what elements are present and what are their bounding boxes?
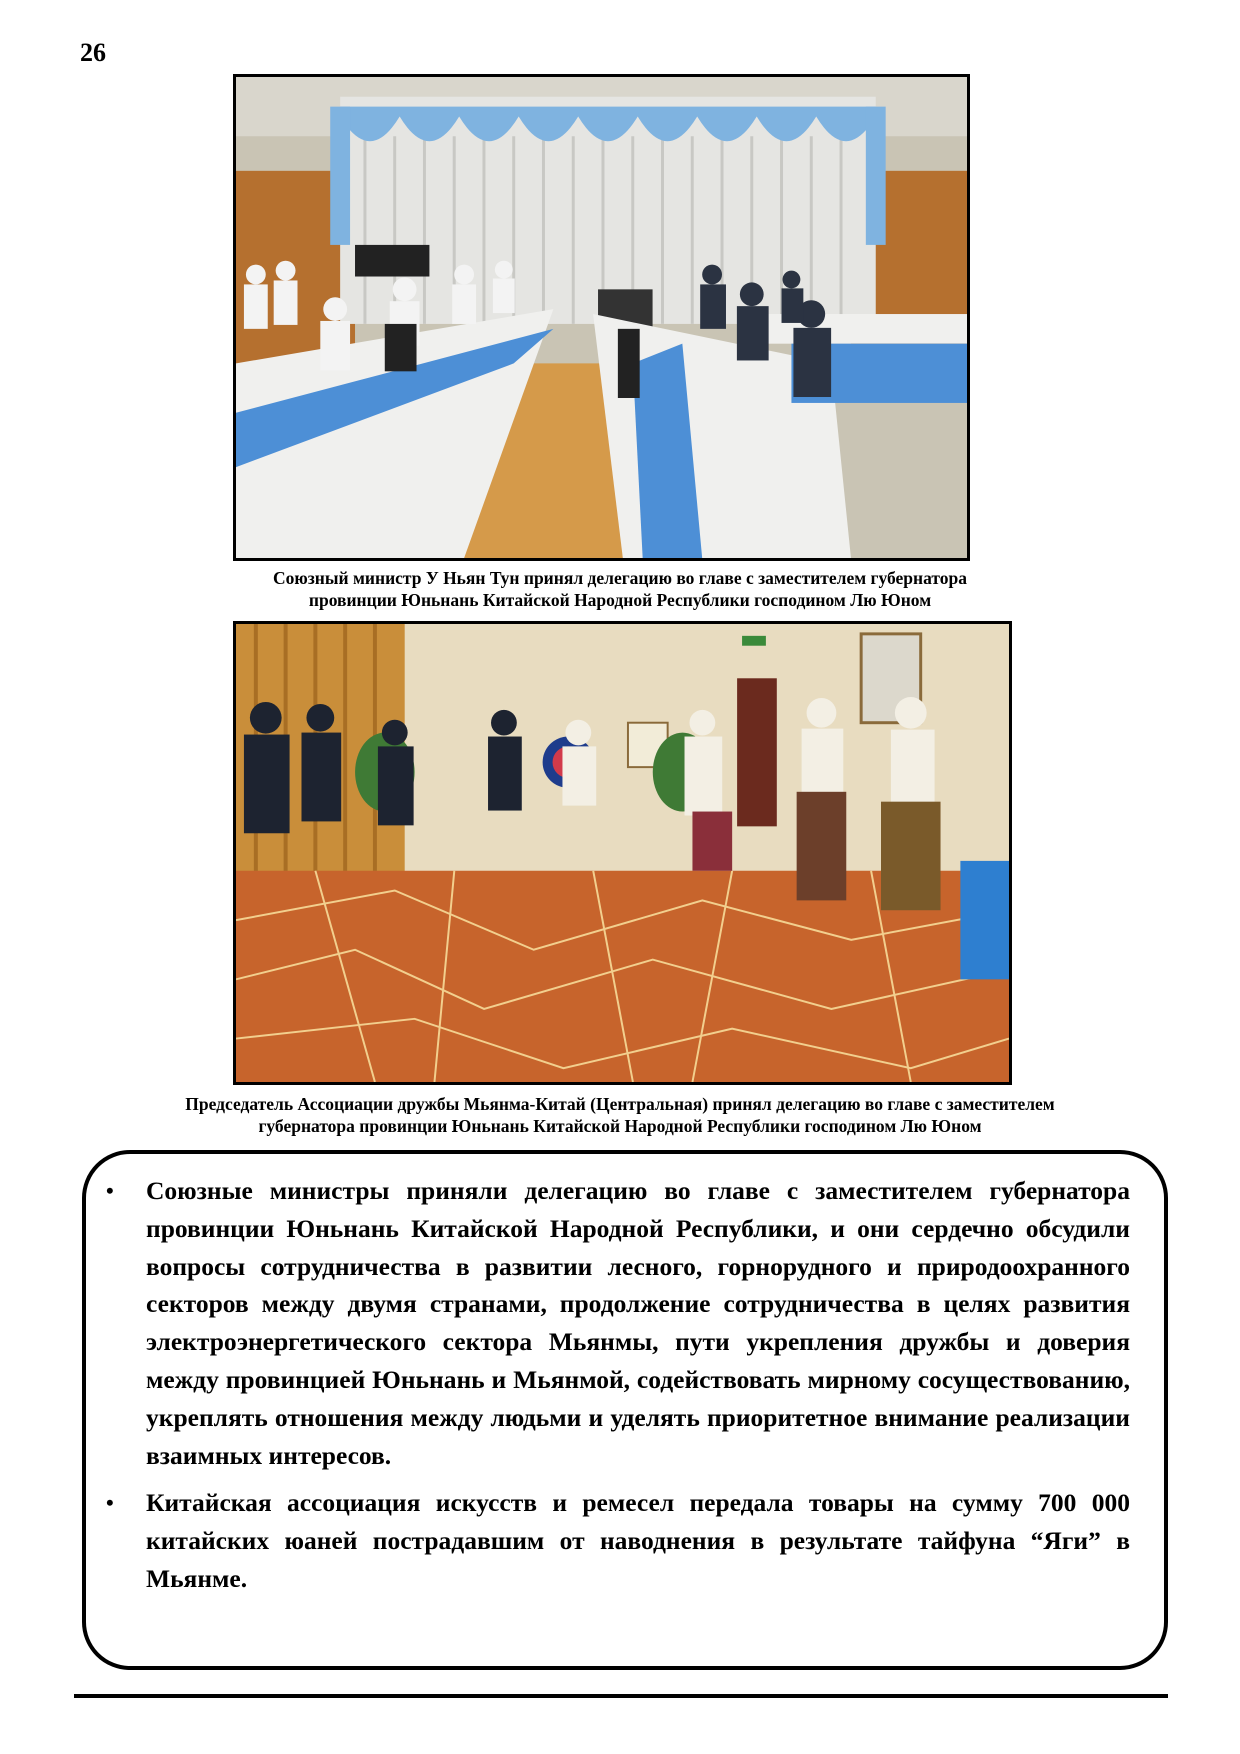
- summary-item: [106, 1172, 1130, 1474]
- bullet-icon: •: [106, 1490, 114, 1516]
- photo-caption-2: [80, 1093, 1160, 1137]
- caption-line: Председатель Ассоциации дружбы Мьянма-Китай (Центральная) принял делегацию во главе с заместителем: [185, 1094, 1055, 1114]
- meeting-photo-reception-hall: [233, 621, 1012, 1085]
- caption-line: губернатора провинции Юньнань Китайской Народной Республики господином Лю Юном: [258, 1116, 982, 1136]
- summary-item-text: Китайская ассоциация искусств и ремесел передала товары на сумму 700 000 китайских юаней пострадавшим от наводнения в результате тайфуна “Яги” в Мьянме.: [146, 1488, 1130, 1593]
- bullet-icon: •: [106, 1178, 114, 1203]
- summary-box: [82, 1150, 1168, 1670]
- photo-caption-1: [130, 567, 1110, 611]
- page-number: 26: [80, 38, 106, 67]
- summary-item: [106, 1484, 1130, 1597]
- caption-line: провинции Юньнань Китайской Народной Республики господином Лю Юном: [308, 590, 932, 610]
- caption-line: Союзный министр У Ньян Тун принял делегацию во главе с заместителем губернатора: [273, 568, 967, 588]
- summary-list: [106, 1172, 1130, 1608]
- summary-item-text: Союзные министры приняли делегацию во главе с заместителем губернатора провинции Юньнань Китайской Народной Республики, и они сердечно обсудили вопросы сотрудничества в развитии лесного, горнорудного и природоохранного секторов между двумя странами, продолжение сотрудничества в целях развития электроэнергетического сектора Мьянмы, пути укрепления дружбы и доверия между провинцией Юньнань и Мьянмой, содействовать мирному сосуществованию, укреплять отношения между людьми и уделять приоритетное внимание реализации взаимных интересов.: [146, 1176, 1130, 1470]
- bottom-rule: [74, 1694, 1168, 1698]
- meeting-photo-conference-room: [233, 74, 970, 561]
